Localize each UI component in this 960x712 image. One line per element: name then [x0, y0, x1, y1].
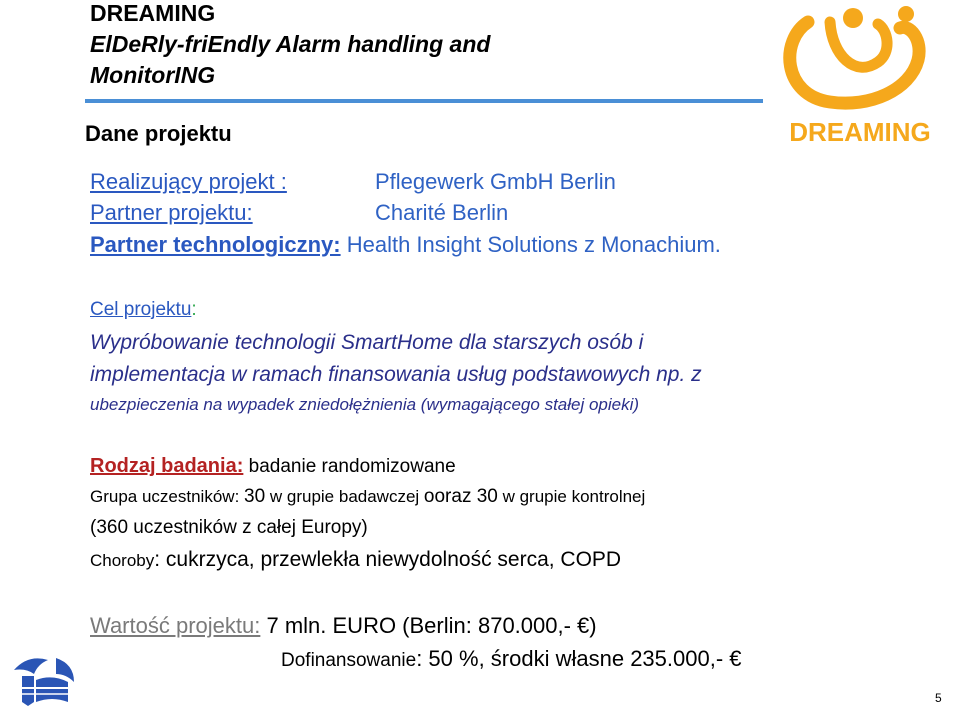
partner-row-partner: [90, 200, 253, 226]
cofinance-row: Dofinansowanie: 50 %, środki własne 235.000,- €: [281, 646, 742, 671]
implementer-label[interactable]: Realizujący projekt :: [90, 169, 287, 194]
partner-row-implementer: [90, 169, 287, 195]
goal-text-line2: implementacja w ramach finansowania usług podstawowych np. z: [90, 363, 702, 386]
tech-partner-value: Health Insight Solutions z Monachium.: [346, 232, 721, 257]
study-type-row: [90, 455, 456, 478]
tech-partner-label[interactable]: Partner technologiczny:: [90, 232, 341, 257]
page-number: 5: [935, 691, 942, 705]
cofinance-logo: [8, 652, 80, 707]
value-label[interactable]: Wartość projektu:: [90, 613, 261, 638]
project-subtitle-line1: ElDeRly-friEndly Alarm handling and: [90, 31, 491, 57]
section-title: Dane projektu: [85, 121, 232, 146]
goal-label[interactable]: Cel projektu: [90, 299, 192, 320]
dreaming-logo: [760, 0, 960, 150]
dreaming-logo-icon: [760, 0, 960, 150]
study-type-label[interactable]: Rodzaj badania:: [90, 455, 244, 477]
implementer-value: Pflegewerk GmbH Berlin: [375, 169, 616, 194]
goal-text-line3: ubezpieczenia na wypadek zniedołężnienia (wymagającego stałej opieki): [90, 395, 640, 414]
title-divider: [85, 99, 763, 103]
project-subtitle-line2: MonitorING: [90, 62, 216, 88]
participants-total: (360 uczestników z całej Europy): [90, 517, 368, 538]
participants-row: Grupa uczestników: 30 w grupie badawczej ooraz 30 w grupie kontrolnej: [90, 486, 646, 507]
goal-heading: Cel projektu:: [90, 299, 197, 320]
partner-label[interactable]: Partner projektu:: [90, 200, 253, 225]
value-amount: 7 mln. EURO (Berlin: 870.000,- €): [266, 613, 597, 638]
value-row: [90, 613, 597, 639]
goal-text-line1: Wypróbowanie technologii SmartHome dla starszych osób i: [90, 331, 644, 354]
study-type-value: badanie randomizowane: [248, 456, 456, 477]
partner-value: Charité Berlin: [375, 200, 509, 225]
dreaming-logo-text: DREAMING: [789, 117, 931, 147]
project-title: DREAMING: [90, 0, 216, 26]
diseases-row: Choroby: cukrzyca, przewlekła niewydolność serca, COPD: [90, 548, 622, 571]
eu-fund-logo-icon: [8, 652, 80, 707]
partner-row-tech: [90, 232, 721, 258]
